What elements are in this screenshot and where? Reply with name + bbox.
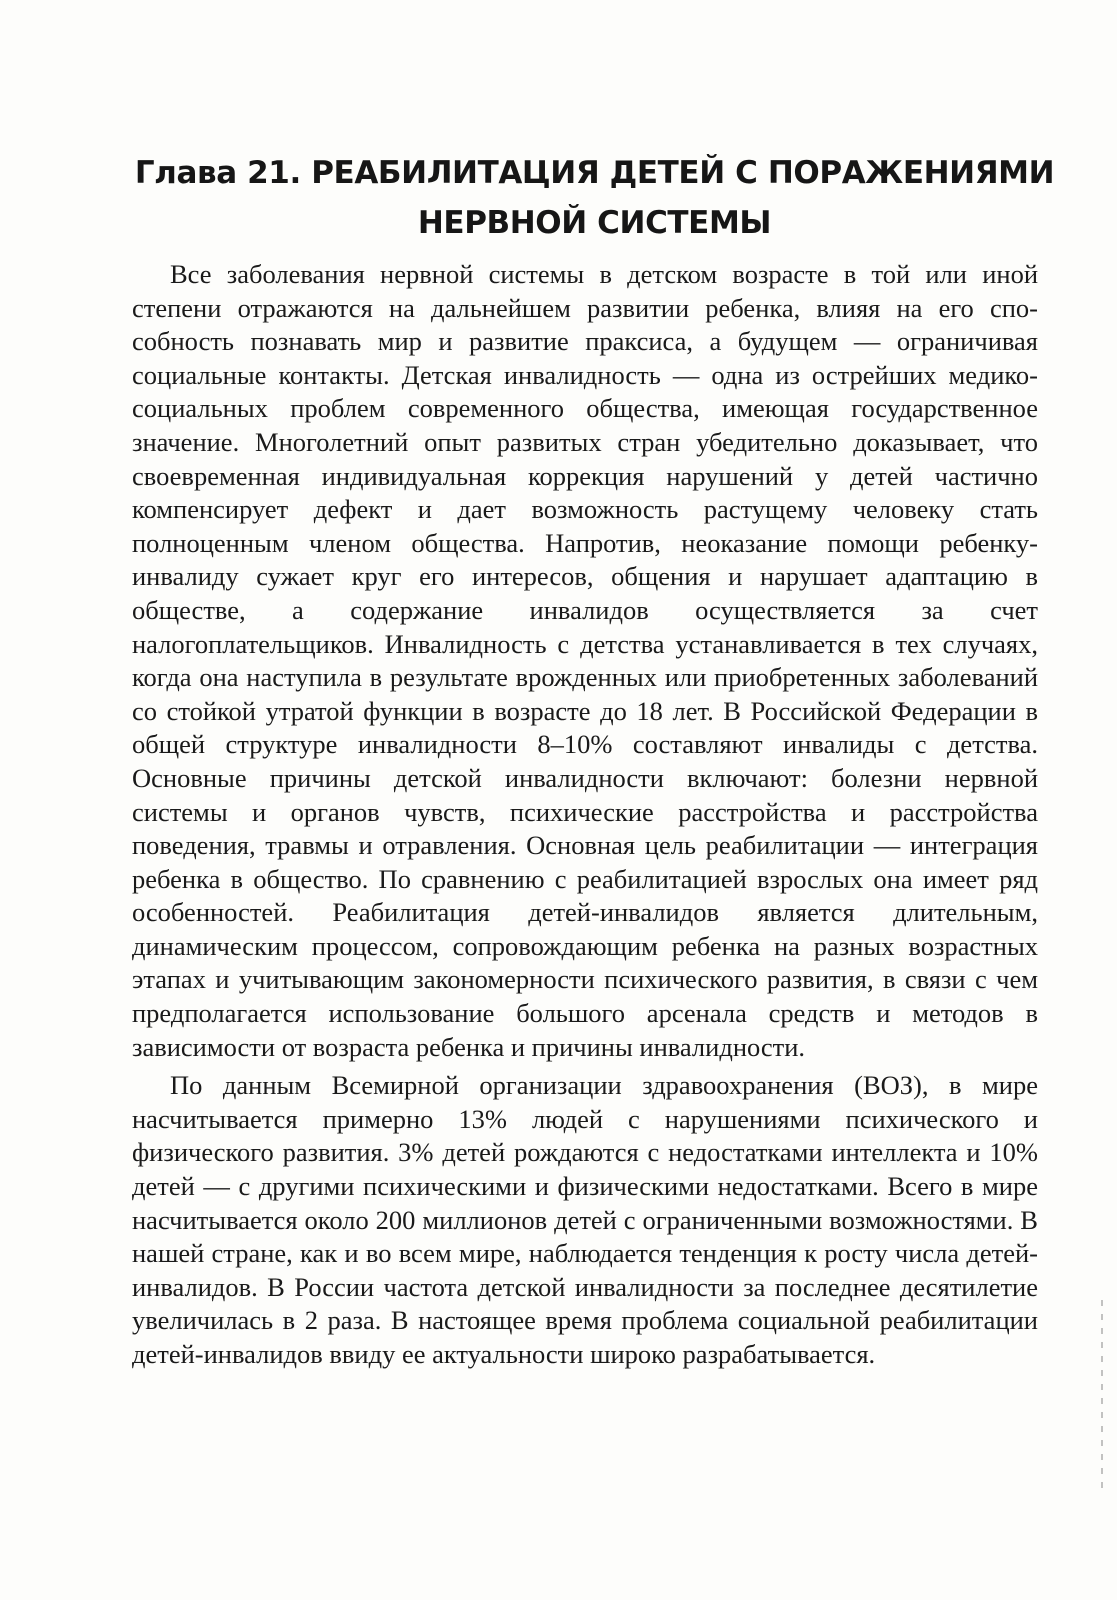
scan-edge-artifact: [1101, 1300, 1103, 1490]
chapter-title-line-1: Глава 21. РЕАБИЛИТАЦИЯ ДЕТЕЙ С ПОРАЖЕНИЯМИ: [134, 155, 1055, 191]
paragraph-1: Все заболевания нервной системы в детском возрасте в той или иной степени отражаются на дальнейшем развитии ребенка, влияя на его способность познавать мир и развитие праксиса, а будущем — ограничивая социальные контакты. Детская инвалидность — одна из острейших медико-социальных проблем современного общества, имеющая государственное значение. Многолетний опыт развитых стран убедительно доказывает, что своевременная индивидуальная коррекция нарушений у детей частично компенсирует дефект и дает возможность растущему человеку стать полноценным членом общества. Напротив, неоказание помощи ребенку-инвалиду сужает круг его интересов, общения и нарушает адаптацию в обществе, а содержание инвалидов осуществляется за счет налогоплательщиков. Инвалидность с детства устанавливается в тех случаях, когда она наступила в результате врожденных или приобретенных заболеваний со стойкой утратой функции в возрасте до 18 лет. В Российской Федерации в общей структуре инвалидности 8–10% составляют инвалиды с детства. Основные причины детской инвалидности включают: болезни нервной системы и органов чувств, психические расстройства и расстройства поведения, травмы и отравления. Основная цель реабилитации — интеграция ребенка в общество. По сравнению с реабилитацией взрослых она имеет ряд особенностей. Реабилитация детей-инвалидов является длительным, динамическим процессом, сопровождающим ребенка на разных возрастных этапах и учитывающим закономерности психического развития, в связи с чем предполагается использование большого арсенала средств и методов в зависимости от возраста ребенка и причины инвалидности.: [132, 259, 1038, 1062]
chapter-title: [132, 148, 1057, 248]
paragraph-2: По данным Всемирной организации здравоохранения (ВОЗ), в мире насчитывается примерно 13% людей с нарушениями психического и физического развития. 3% детей рождаются с недостатками интеллекта и 10% детей — с другими психическими и физическими недостатками. Всего в мире насчитывается около 200 миллионов детей с ограниченными возможностями. В нашей стране, как и во всем мире, наблюдается тенденция к росту числа детей-инвалидов. В России частота детской инвалидности за последнее десятилетие увеличилась в 2 раза. В настоящее время проблема социальной реабилитации детей-инвалидов ввиду ее актуальности широко разрабатывается.: [132, 1070, 1038, 1369]
chapter-body: [132, 258, 1038, 1372]
chapter-title-line-2: НЕРВНОЙ СИСТЕМЫ: [417, 205, 772, 241]
